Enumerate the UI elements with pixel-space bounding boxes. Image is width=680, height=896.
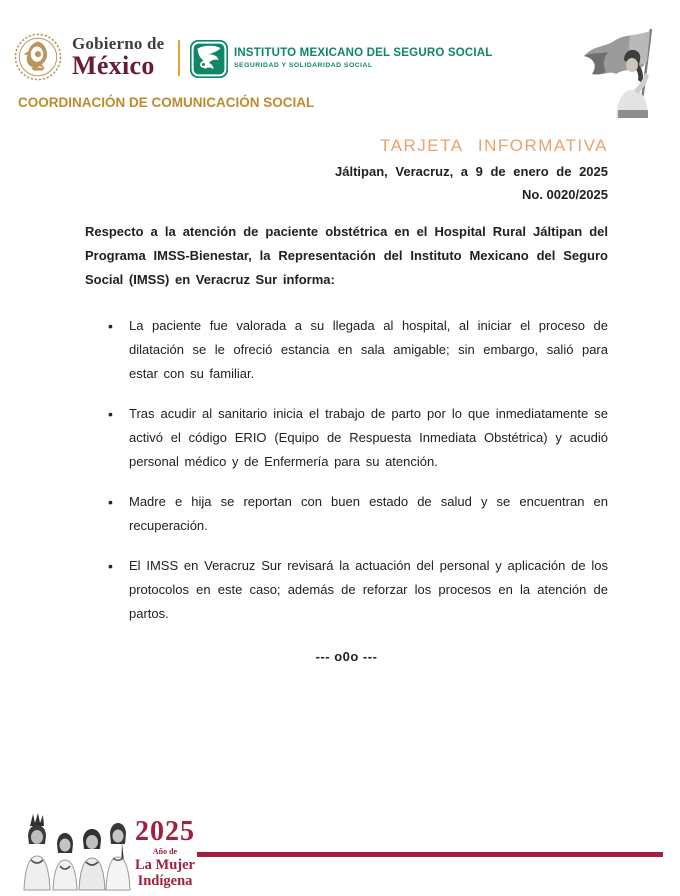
document-dateline: Jáltipan, Veracruz, a 9 de enero de 2025 [335,164,608,179]
year-logo [132,818,198,888]
indigenous-women-illustration [20,812,136,892]
bullet-item: • La paciente fue valorada a su llegada al hospital, al iniciar el proceso de dilatación se le ofreció estancia en sala amigable; sin embargo, salió para estar con su familiar. [85,314,608,386]
gobierno-line2: México [72,51,155,80]
bullet-item: • El IMSS en Veracruz Sur revisará la actuación del personal y aplicación de los protocolos en este caso; además de reforzar los procesos en la atención de partos. [85,554,608,626]
coordination-heading: COORDINACIÓN DE COMUNICACIÓN SOCIAL [18,95,315,110]
document-title: TARJETA INFORMATIVA [380,136,608,155]
document-number: No. 0020/2025 [521,187,608,202]
document-title-block [335,136,608,203]
year-label: 2025 [135,816,195,847]
imss-wordmark [234,48,493,69]
bullet-item: • Madre e hija se reportan con buen estado de salud y se encuentran en recuperación. [85,490,608,538]
flag-bearer-illustration [572,24,668,120]
bullet-list [85,314,608,626]
year-title-line1: La Mujer [135,857,195,873]
imss-title: INSTITUTO MEXICANO DEL SEGURO SOCIAL [234,47,493,59]
gobierno-de-mexico-wordmark [72,35,164,79]
year-caption: Año de [152,847,178,856]
footer-rule [197,852,663,857]
bullet-item: • Tras acudir al sanitario inicia el trabajo de parto por lo que inmediatamente se activó el código ERIO (Equipo de Respuesta Inmediata Obstétrica) y acudió personal médico y de Enfermería para su atención. [85,402,608,474]
year-title-line2: Indígena [137,872,193,889]
closing-mark: --- o0o --- [315,649,378,664]
header-divider [178,40,180,76]
imss-logo-icon [190,40,228,78]
document-body [85,220,608,669]
mexico-eagle-seal-icon [14,33,62,81]
imss-subtitle: SEGURIDAD Y SOLIDARIDAD SOCIAL [234,61,373,69]
gobierno-line1: Gobierno de [72,34,165,53]
intro-paragraph: Respecto a la atención de paciente obstétrica en el Hospital Rural Jáltipan del Programa IMSS-Bienestar, la Representación del Instituto Mexicano del Seguro Social (IMSS) en Veracruz Sur informa: [85,224,608,287]
